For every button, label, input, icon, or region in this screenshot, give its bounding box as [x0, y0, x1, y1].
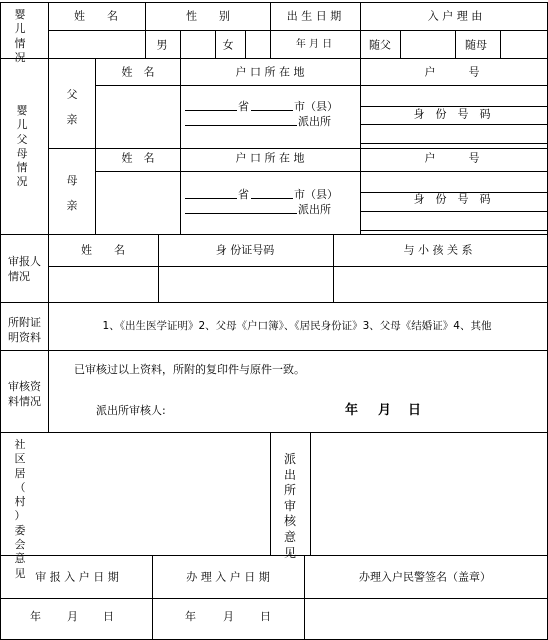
review-month: 月	[378, 403, 392, 418]
grid-line-vertical	[0, 2, 1, 640]
vertical-char: （	[14, 480, 26, 494]
vertical-char: 母	[66, 174, 78, 187]
reviewer-label: 派出所审核人:	[96, 404, 166, 417]
vertical-char: 父	[66, 88, 78, 101]
review-day: 日	[408, 403, 422, 418]
mother-police-blank	[185, 213, 297, 214]
grid-line-vertical	[304, 555, 305, 640]
grid-line-vertical	[215, 30, 216, 59]
grid-line-vertical	[455, 30, 456, 59]
section-parents-label	[17, 104, 28, 190]
vertical-char: 审	[283, 498, 297, 513]
grid-line-vertical	[310, 432, 311, 556]
mother-label	[67, 168, 78, 219]
mother-province-label: 省	[238, 188, 249, 201]
father-id-header: 身 份 号 码	[413, 107, 491, 121]
grid-line-vertical	[152, 555, 153, 640]
vertical-char: ）	[14, 509, 26, 523]
baby-reason-header: 入 户 理 由	[427, 9, 483, 23]
father-police-label: 派出所	[298, 115, 331, 128]
mother-id-header: 身 份 号 码	[413, 192, 491, 206]
grid-line-horizontal	[0, 598, 548, 599]
grid-line-vertical	[400, 30, 401, 59]
grid-line-vertical	[500, 30, 501, 59]
vertical-char: 母	[16, 146, 28, 160]
vertical-char: 村	[14, 495, 26, 509]
vertical-char: 况	[14, 50, 26, 64]
mother-city-blank	[251, 198, 293, 199]
vertical-char: 见	[14, 566, 26, 580]
mother-address-header: 户 口 所 在 地	[235, 151, 305, 165]
review-statement: 已审核过以上资料，所附的复印件与原件一致。	[74, 363, 305, 376]
father-hukou-header: 户 号	[424, 65, 480, 79]
officer-sign-header: 办理入户民警签名（盖章）	[359, 570, 491, 584]
vertical-char: 居	[14, 466, 26, 480]
father-province-blank	[185, 110, 237, 111]
vertical-char: 婴	[14, 8, 26, 21]
reporter-relation-header: 与 小 孩 关 系	[403, 243, 473, 257]
grid-line-vertical	[158, 234, 159, 303]
report-date-header: 审 报 入 户 日 期	[35, 570, 119, 584]
process-date-year: 年	[185, 610, 196, 623]
father-label	[67, 82, 78, 133]
grid-line-horizontal	[0, 2, 548, 3]
grid-line-vertical	[95, 58, 96, 235]
grid-line-horizontal	[0, 302, 548, 303]
grid-line-horizontal	[48, 30, 548, 31]
grid-line-horizontal	[360, 143, 548, 144]
grid-line-horizontal	[48, 266, 548, 267]
father-address-header: 户 口 所 在 地	[235, 65, 305, 79]
baby-birth-header: 出 生 日 期	[286, 9, 342, 23]
vertical-char: 亲	[66, 113, 78, 127]
vertical-char: 见	[283, 545, 297, 560]
grid-line-horizontal	[48, 148, 548, 149]
attachments-text: 1、《出生医学证明》2、父母《户口簿》、《居民身份证》3、父母《结婚证》4、其他	[102, 319, 492, 332]
gender-male: 男	[156, 38, 168, 52]
vertical-char: 况	[16, 175, 28, 189]
grid-line-horizontal	[0, 432, 548, 433]
grid-line-vertical	[180, 58, 181, 235]
baby-gender-header: 性 别	[186, 9, 230, 23]
vertical-char: 派	[283, 452, 297, 466]
grid-line-vertical	[48, 2, 49, 433]
section-community-label	[15, 438, 26, 581]
father-city-blank	[251, 110, 293, 111]
grid-line-vertical	[145, 2, 146, 59]
mother-city-label: 市（县）	[294, 188, 338, 201]
vertical-char: 情	[16, 161, 28, 175]
reporter-name-header: 姓 名	[81, 243, 125, 257]
vertical-char: 亲	[66, 199, 78, 213]
attach-label: 所附证明资料	[8, 316, 41, 344]
with-father: 随父	[369, 38, 391, 52]
grid-line-vertical	[333, 234, 334, 303]
vertical-char: 社	[14, 438, 26, 451]
grid-line-horizontal	[95, 85, 548, 86]
vertical-char: 情	[14, 36, 26, 50]
reporter-id-header: 身 份证号码	[215, 243, 275, 257]
mother-province-blank	[185, 198, 237, 199]
report-date-day: 日	[103, 610, 114, 623]
grid-line-horizontal	[360, 124, 548, 125]
process-date-header: 办 理 入 户 日 期	[186, 570, 270, 584]
process-date-month: 月	[223, 610, 234, 623]
section-police-review-label	[284, 452, 296, 561]
section-baby-label	[15, 8, 26, 65]
grid-line-horizontal	[95, 171, 548, 172]
baby-name-header: 姓 名	[74, 9, 118, 23]
review-year: 年	[345, 403, 359, 418]
grid-line-horizontal	[0, 234, 548, 235]
grid-line-horizontal	[0, 58, 548, 59]
report-date-month: 月	[67, 610, 78, 623]
grid-line-vertical	[245, 30, 246, 59]
vertical-char: 父	[16, 132, 28, 146]
grid-line-vertical	[270, 432, 271, 556]
vertical-char: 儿	[14, 22, 26, 36]
vertical-char: 意	[283, 529, 297, 544]
vertical-char: 会	[14, 538, 26, 552]
father-city-label: 市（县）	[294, 100, 338, 113]
vertical-char: 儿	[16, 118, 28, 132]
gender-female: 女	[222, 38, 234, 52]
vertical-char: 所	[283, 483, 297, 498]
vertical-char: 婴	[16, 104, 28, 117]
mother-police-label: 派出所	[298, 203, 331, 216]
vertical-char: 委	[14, 523, 26, 537]
grid-line-horizontal	[360, 211, 548, 212]
grid-line-horizontal	[0, 555, 548, 556]
vertical-char: 区	[14, 452, 26, 466]
vertical-char: 出	[283, 467, 297, 482]
mother-hukou-header: 户 号	[424, 151, 480, 165]
father-police-blank	[185, 125, 297, 126]
with-mother: 随母	[465, 38, 487, 52]
reporter-label: 审报人情况	[8, 255, 41, 283]
report-date-year: 年	[30, 610, 41, 623]
grid-line-horizontal	[0, 350, 548, 351]
process-date-day: 日	[260, 610, 271, 623]
grid-line-vertical	[180, 30, 181, 59]
grid-line-horizontal	[360, 230, 548, 231]
review-label: 审核资料情况	[8, 380, 41, 408]
grid-line-vertical	[270, 2, 271, 59]
father-name-header: 姓 名	[121, 65, 155, 79]
grid-line-vertical	[360, 58, 361, 235]
birth-date-format: 年 月 日	[295, 39, 333, 50]
grid-line-vertical	[360, 2, 361, 59]
vertical-char: 核	[283, 514, 297, 529]
vertical-char: 意	[14, 552, 26, 566]
father-province-label: 省	[238, 100, 249, 113]
mother-name-header: 姓 名	[121, 151, 155, 165]
